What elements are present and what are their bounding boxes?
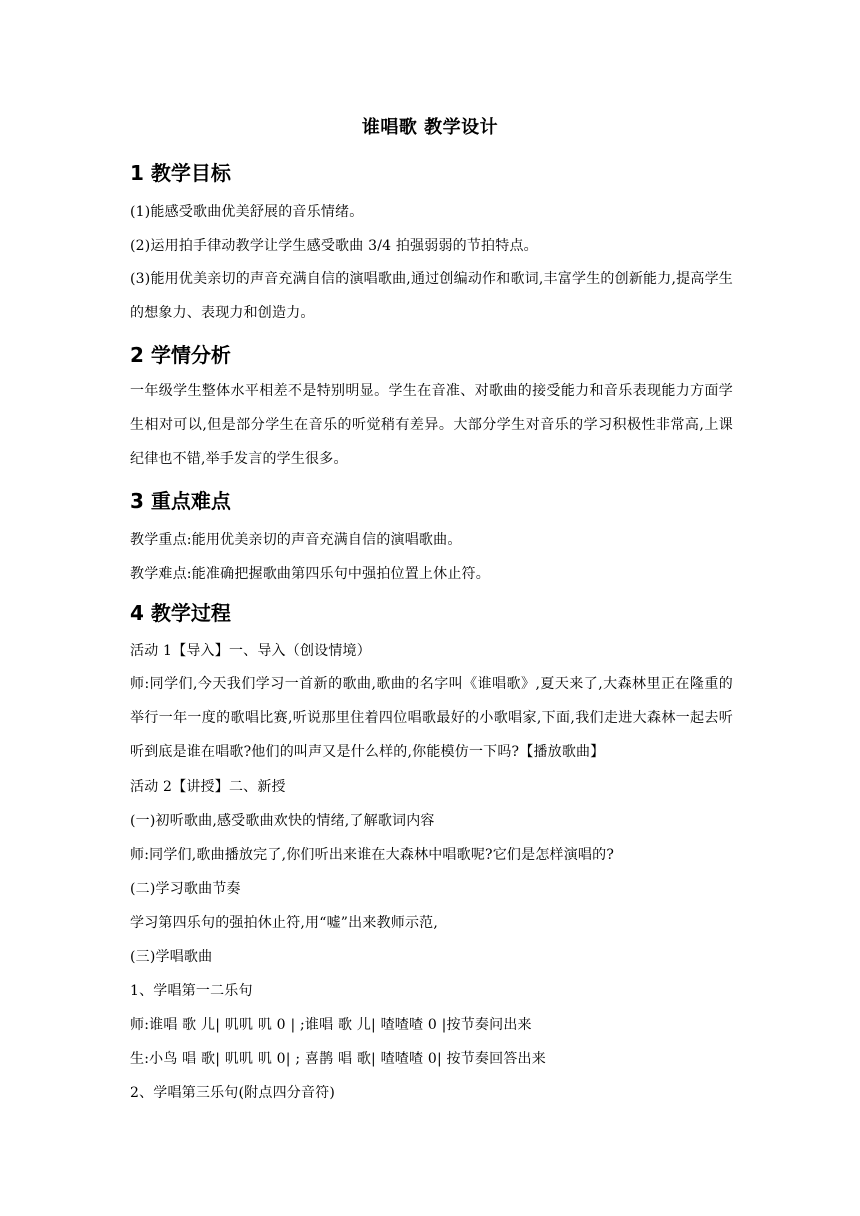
step-2-heading: (二)学习歌曲节奏 — [130, 881, 241, 897]
teaching-difficulty: 教学难点:能准确把握歌曲第四乐句中强拍位置上休止符。 — [130, 566, 490, 582]
section-heading-key-points: 3 重点难点 — [130, 489, 231, 513]
step-1-heading: (一)初听歌曲,感受歌曲欢快的情绪,了解歌词内容 — [130, 813, 435, 829]
activity-1-title: 活动 1【导入】一、导入（创设情境） — [130, 643, 371, 659]
step-2-text: 学习第四乐句的强拍休止符,用“嘘”出来教师示范, — [130, 915, 439, 931]
sub-step-2: 2、学唱第三乐句(附点四分音符) — [130, 1085, 336, 1101]
analysis-paragraph: 一年级学生整体水平相差不是特别明显。学生在音准、对歌曲的接受能力和音乐表现能力方面学生相对可以,但是部分学生在音乐的听觉稍有差异。大部分学生对音乐的学习积极性非常高,上课纪律也不错,举手发言的学生很多。 — [130, 383, 733, 467]
teacher-line: 师:谁唱 歌 儿| 叽叽 叽 0 | ;谁唱 歌 儿| 喳喳喳 0 |按节奏问出来 — [130, 1017, 532, 1033]
activity-2-title: 活动 2【讲授】二、新授 — [130, 779, 286, 795]
document-title: 谁唱歌 教学设计 — [361, 117, 499, 138]
objective-item-3: (3)能用优美亲切的声音充满自信的演唱歌曲,通过创编动作和歌词,丰富学生的创新能力,提高学生的想象力、表现力和创造力。 — [130, 271, 733, 321]
objective-item-2: (2)运用拍手律动教学让学生感受歌曲 3/4 拍强弱弱的节拍特点。 — [130, 238, 538, 254]
section-heading-process: 4 教学过程 — [130, 601, 231, 625]
sub-step-1: 1、学唱第一二乐句 — [130, 983, 253, 999]
objective-item-1: (1)能感受歌曲优美舒展的音乐情绪。 — [130, 204, 364, 220]
teaching-focus: 教学重点:能用优美亲切的声音充满自信的演唱歌曲。 — [130, 532, 462, 548]
student-line: 生:小鸟 唱 歌| 叽叽 叽 0| ; 喜鹊 唱 歌| 喳喳喳 0| 按节奏回答出来 — [130, 1051, 546, 1067]
step-3-heading: (三)学唱歌曲 — [130, 949, 213, 965]
step-1-text: 师:同学们,歌曲播放完了,你们听出来谁在大森林中唱歌呢?它们是怎样演唱的? — [130, 847, 615, 863]
section-heading-objectives: 1 教学目标 — [130, 161, 231, 185]
section-heading-analysis: 2 学情分析 — [130, 343, 231, 367]
activity-1-text: 师:同学们,今天我们学习一首新的歌曲,歌曲的名字叫《谁唱歌》,夏天来了,大森林里正在隆重的举行一年一度的歌唱比赛,听说那里住着四位唱歌最好的小歌唱家,下面,我们走进大森林一起去听听到底是谁在唱歌?他们的叫声又是什么样的,你能模仿一下吗?【播放歌曲】 — [130, 676, 733, 760]
